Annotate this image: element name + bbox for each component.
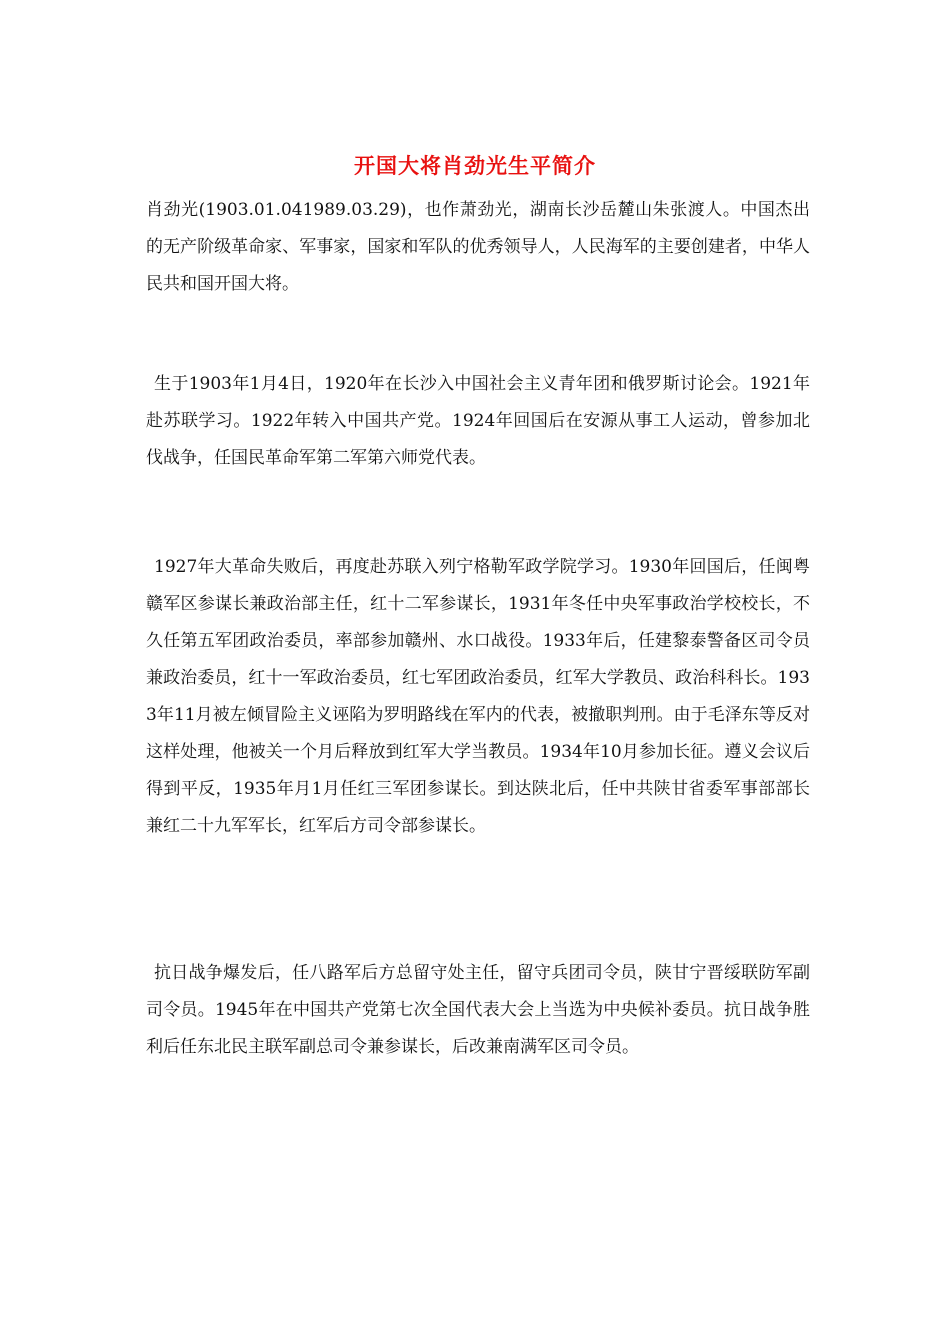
paragraph-early-life: 生于1903年1月4日，1920年在长沙入中国社会主义青年团和俄罗斯讨论会。1921年赴苏联学习。1922年转入中国共产党。1924年回国后在安源从事工人运动，曾参加北伐战争，任国民革命军第二军第六师党代表。 <box>146 374 810 468</box>
paragraph-intro: 肖劲光(1903.01.041989.03.29)，也作萧劲光，湖南长沙岳麓山朱张渡人。中国杰出的无产阶级革命家、军事家，国家和军队的优秀领导人，人民海军的主要创建者，中华人民共和国开国大将。 <box>146 200 810 294</box>
paragraph-war-of-resistance: 抗日战争爆发后，任八路军后方总留守处主任，留守兵团司令员，陕甘宁晋绥联防军副司令员。1945年在中国共产党第七次全国代表大会上当选为中央候补委员。抗日战争胜利后任东北民主联军副总司令兼参谋长，后改兼南满军区司令员。 <box>146 963 810 1057</box>
paragraph-revolution-career: 1927年大革命失败后，再度赴苏联入列宁格勒军政学院学习。1930年回国后，任闽粤赣军区参谋长兼政治部主任，红十二军参谋长，1931年冬任中央军事政治学校校长，不久任第五军团政治委员，率部参加赣州、水口战役。1933年后，任建黎泰警备区司令员兼政治委员，红十一军政治委员，红七军团政治委员，红军大学教员、政治科科长。1933年11月被左倾冒险主义诬陷为罗明路线在军内的代表，被撤职判刑。由于毛泽东等反对这样处理，他被关一个月后释放到红军大学当教员。1934年10月参加长征。遵义会议后得到平反，1935年月1月任红三军团参谋长。到达陕北后，任中共陕甘省委军事部部长兼红二十九军军长，红军后方司令部参谋长。 <box>146 557 810 836</box>
document-title: 开国大将肖劲光生平简介 <box>354 154 596 178</box>
